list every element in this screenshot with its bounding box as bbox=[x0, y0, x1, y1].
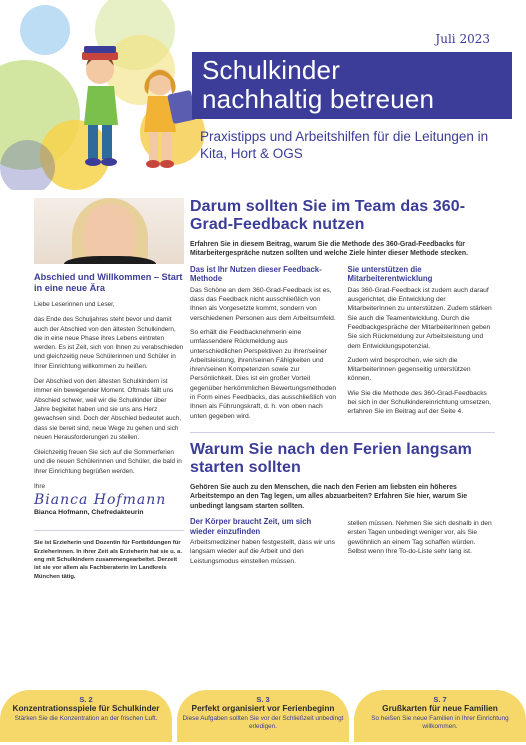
divider bbox=[190, 432, 495, 433]
editorial-paragraph: das Ende des Schuljahres steht bevor und damit auch der Abschied von den ältesten Schulkindern, die in eine neue Phase ihres Lebens eintreten werden. Es ist Zeit, sich von Ihnen zu verabschieden und gleichzeitig neue Schülerinnen und Schüler in Ihrer Einrichtung willkommen zu heißen. bbox=[34, 316, 184, 370]
article-column bbox=[348, 517, 496, 571]
editorial-column bbox=[34, 198, 184, 581]
author-photo bbox=[34, 198, 184, 264]
article-lead: Gehören Sie auch zu den Menschen, die nach den Ferien am liebsten ein höheres Arbeitstempo an den Tag legen, um alles abzuarbeiten? Erfahren Sie hier, warum Sie unbedingt langsam starten sollten. bbox=[190, 483, 468, 510]
title-line: Schulkinder bbox=[202, 55, 341, 85]
editorial-heading: Abschied und Willkommen – Start in eine neue Ära bbox=[34, 272, 183, 293]
article-title: Darum sollten Sie im Team das 360-Grad-Feedback nutzen bbox=[190, 198, 466, 233]
section-heading: Der Körper braucht Zeit, um sich wieder einzufinden bbox=[190, 517, 312, 536]
teaser-page-7[interactable] bbox=[354, 690, 526, 742]
teaser-title: Perfekt organisiert vor Ferienbeginn bbox=[191, 703, 335, 713]
title-line: nachhaltig betreuen bbox=[202, 84, 435, 114]
body-paragraph: So erhält die Feedbacknehmerin eine umfassendere Rückmeldung aus unterschiedlichen Perspektiven zu ihrer/seiner Arbeitsleistung, ihren/seinen Fähigkeiten und ihren/seinen Kompetenzen sowie zur Persönlichkeit. Dies ist ein großer Vorteil gegenüber herkömmlichen Bewertungsmethoden in Form eines Feedbacks, das ausschließlich von Ihnen als Führungskraft, d. h. von oben nach unten gegeben wird. bbox=[190, 329, 337, 420]
article-columns bbox=[190, 265, 495, 426]
article-column bbox=[348, 265, 496, 426]
editorial-paragraph: Der Abschied von den ältesten Schulkindern ist immer ein bewegender Moment. Oftmals fällt uns Abschied schwer, weil wir die Schulkinder über Jahre begleitet haben und sie uns ans Herz gewachsen sind. Doch der Abschied bedeutet auch, dass sie bereit sind, neue Wege zu gehen und sich neuen Herausforderungen zu stellen. bbox=[34, 378, 182, 441]
editorial-paragraph: Liebe Leserinnen und Leser, bbox=[34, 301, 115, 308]
editorial-closing: Ihre bbox=[34, 483, 46, 491]
section-heading: Das ist Ihr Nutzen dieser Feedback-Methode bbox=[190, 264, 322, 284]
teaser-bar bbox=[0, 690, 526, 745]
body-paragraph: Das Schöne an dem 360-Grad-Feedback ist es, dass das Feedback nicht ausschließlich von Ihnen als Vorgesetzte kommt, sondern von verschiedenen Personen aus dem Arbeitsumfeld. bbox=[190, 286, 336, 322]
teaser-page-number: S. 2 bbox=[79, 695, 93, 704]
publication-subtitle: Praxistipps und Arbeitshilfen für die Leitungen in Kita, Hort & OGS bbox=[200, 129, 489, 161]
article-columns bbox=[190, 517, 495, 571]
article-column bbox=[190, 265, 338, 426]
teaser-page-3[interactable] bbox=[177, 690, 349, 742]
editorial-paragraph: Gleichzeitig freuen Sie sich auf die Sommerferien und die neuen Schülerinnen und Schüler, die bald in Ihrer Einrichtung begrüßen werden. bbox=[34, 449, 182, 475]
author-bio: Sie ist Erzieherin und Dozentin für Fortbildungen für Erzieherinnen. In ihrer Zeit als Erzieherin hat sie u. a. eng mit Schulkindern zusammengearbeitet. Derzeit ist sie vor allem als Fachberaterin im Landkreis München tätig. bbox=[34, 530, 184, 580]
body-paragraph: Wie Sie die Methode des 360-Grad-Feedbacks bei sich in der Schulkindereinrichtung umsetzen, erfahren Sie im Beitrag auf der Seite 4. bbox=[347, 389, 491, 416]
body-paragraph: Das 360-Grad-Feedback ist zudem auch darauf ausgerichtet, die Entwicklung der MitarbeiterInnen zu unterstützen. Zudem stärken Sie auch die Teamentwicklung. Durch die Feedbackgespräche der MitarbeiterInnen geben Sie sich Rückmeldung zur Arbeitsleistung und dem Entwicklungspotenzial. bbox=[347, 286, 492, 350]
signer-name: Bianca Hofmann, Chefredakteurin bbox=[34, 509, 144, 517]
decor-circle bbox=[0, 140, 55, 190]
teaser-title: Konzentrationsspiele für Schulkinder bbox=[12, 703, 160, 713]
section-heading: Sie unterstützen die Mitarbeiterentwicklung bbox=[347, 264, 433, 284]
teaser-page-number: S. 3 bbox=[256, 695, 270, 704]
article-column bbox=[190, 517, 338, 571]
children-illustration bbox=[60, 30, 210, 180]
teaser-page-2[interactable] bbox=[0, 690, 172, 742]
issue-date: Juli 2023 bbox=[435, 32, 490, 46]
masthead bbox=[0, 0, 526, 190]
teaser-subtitle: So heißen Sie neue Familien in Ihrer Einrichtung willkommen. bbox=[371, 714, 509, 730]
body-paragraph: stellen müssen. Nehmen Sie sich deshalb in den ersten Tagen unbedingt weniger vor, als Sie gewöhnlich an einem Tag schaffen würden. Selbst wenn Ihre To-do-Liste sehr lang ist. bbox=[347, 520, 492, 556]
teaser-page-number: S. 7 bbox=[433, 695, 447, 704]
teaser-subtitle: Stärken Sie die Konzentration an der frischen Luft. bbox=[14, 714, 158, 722]
teaser-title: Grußkarten für neue Familien bbox=[382, 703, 498, 713]
main-column bbox=[190, 198, 495, 571]
teaser-subtitle: Diese Aufgaben sollten Sie vor der Schließzeit unbedingt erledigen. bbox=[182, 714, 344, 730]
handwritten-signature: Bianca Hofmann bbox=[34, 492, 167, 509]
body-paragraph: Arbeitsmediziner haben festgestellt, dass wir uns langsam wieder auf die Arbeit und den Leistungsmodus einstellen müssen. bbox=[190, 539, 335, 565]
article-title: Warum Sie nach den Ferien langsam starten sollten bbox=[190, 440, 472, 476]
article-lead: Erfahren Sie in diesem Beitrag, warum Sie die Methode des 360-Grad-Feedbacks für Mitarbeitergespräche nutzen sollten und welche Ziele hinter dieser Methode stecken. bbox=[190, 241, 468, 258]
body-paragraph: Zudem wird besprochen, wie sich die MitarbeiterInnen gegenseitig unterstützen können. bbox=[347, 356, 471, 383]
publication-title bbox=[192, 52, 512, 119]
